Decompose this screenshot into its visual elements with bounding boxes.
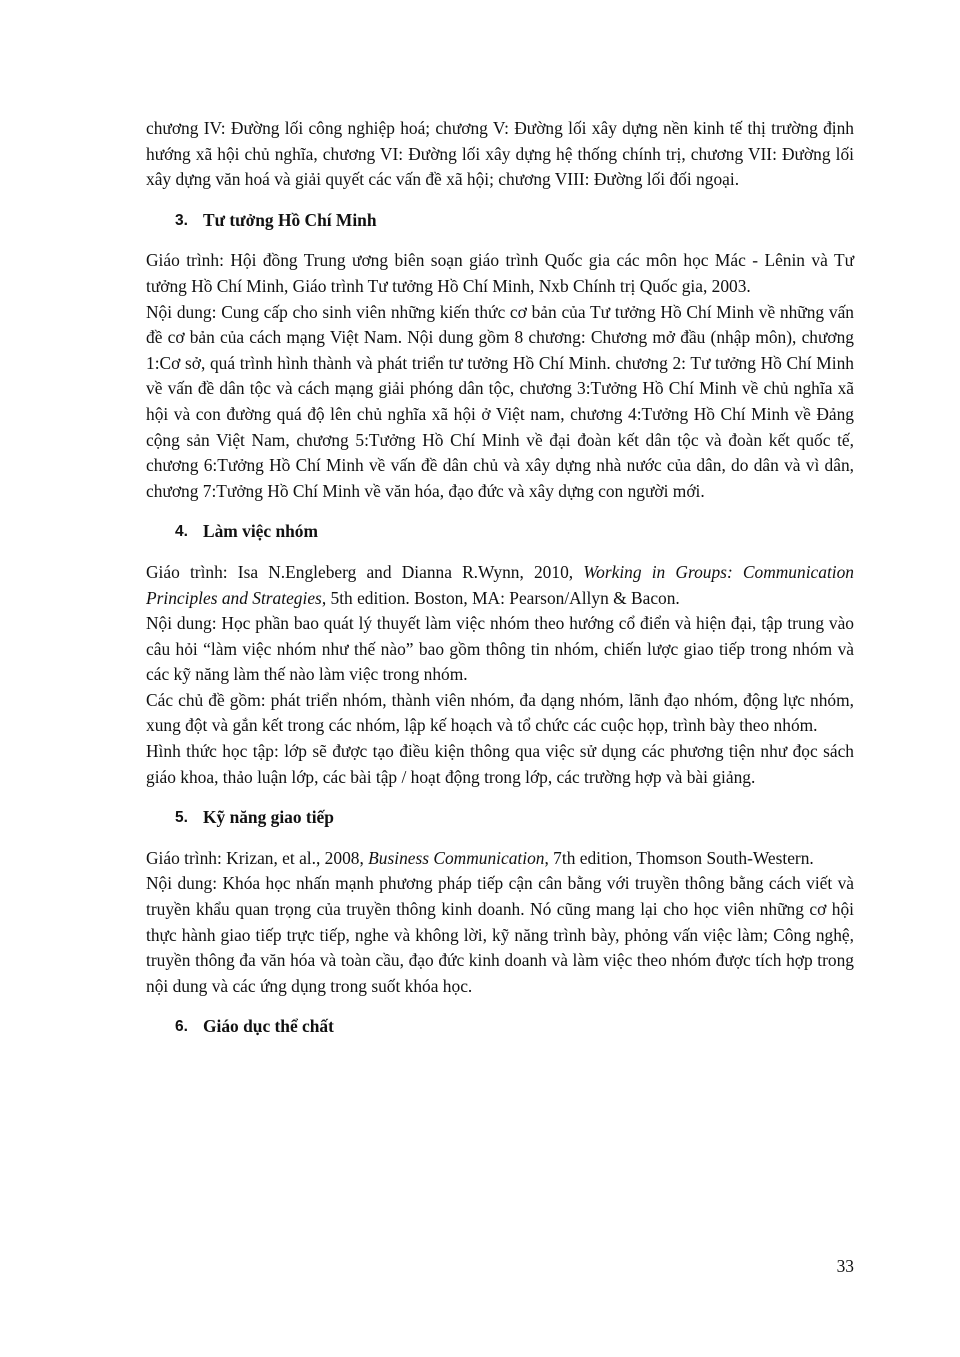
section-number: 5. — [175, 809, 188, 827]
section-number: 3. — [175, 211, 188, 229]
section-5-textbook — [146, 846, 854, 872]
section-4-topics: Các chủ đề gồm: phát triển nhóm, thành viên nhóm, đa dạng nhóm, lãnh đạo nhóm, động lực nhóm, xung đột và gắn kết trong các nhóm, lập kế hoạch và tổ chức các cuộc họp, trình bày theo nhóm. — [146, 689, 854, 736]
section-3-content: Nội dung: Cung cấp cho sinh viên những kiến thức cơ bản của Tư tưởng Hồ Chí Minh về những vấn đề cơ bản của cách mạng Việt Nam. Nội dung gồm 8 chương: Chương mở đầu (nhập môn), chương 1:Cơ sở, quá trình hình thành và phát triển tư tưởng Hồ Chí Minh. chương 2: Tư tưởng Hồ Chí Minh về vấn đề dân tộc và cách mạng giải phóng dân tộc, chương 3:Tưởng Hồ Chí Minh về chủ nghĩa xã hội và con đường quá độ lên chủ nghĩa xã hội ở Việt nam, chương 4:Tưởng Hồ Chí Minh về Đảng cộng sản Việt Nam, chương 5:Tưởng Hồ Chí Minh về đại đoàn kết dân tộc và đoàn kết quốc tế, chương 6:Tưởng Hồ Chí Minh về vấn đề dân chủ và xây dựng nhà nước của dân, do dân và vì dân, chương 7:Tưởng Hồ Chí Minh về văn hóa, đạo đức và xây dựng con người mới. — [146, 301, 854, 501]
section-3-textbook: Giáo trình: Hội đồng Trung ương biên soạn giáo trình Quốc gia các môn học Mác - Lênin và Tư tưởng Hồ Chí Minh, Giáo trình Tư tưởng Hồ Chí Minh, Nxb Chính trị Quốc gia, 2003. — [146, 250, 854, 296]
textbook-title: Business Communication — [368, 847, 545, 868]
section-title: Tư tưởng Hồ Chí Minh — [203, 209, 377, 230]
section-heading-3 — [146, 208, 854, 234]
section-title: Kỹ năng giao tiếp — [203, 807, 334, 828]
textbook-prefix: Giáo trình: Isa N.Engleberg and Dianna R.Wynn, 2010, — [146, 561, 584, 582]
section-4-content: Nội dung: Học phần bao quát lý thuyết làm việc nhóm theo hướng cổ điển và hiện đại, tập trung vào câu hỏi “làm việc nhóm như thế nào” bao gồm thông tin nhóm, chiến lược giao tiếp trong nhóm và các kỹ năng làm thế nào làm việc trong nhóm. — [146, 613, 854, 685]
page-content — [146, 116, 854, 1040]
section-heading-4 — [146, 519, 854, 545]
page-number: 33 — [836, 1256, 854, 1276]
section-5-content: Nội dung: Khóa học nhấn mạnh phương pháp tiếp cận cân bằng với truyền thông bằng cách viết và truyền khẩu quan trọng của truyền thông kinh doanh. Nó cũng mang lại cho học viên những cơ hội thực hành giao tiếp trực tiếp, nghe và không lời, kỹ năng trình bày, phỏng vấn việc làm; Công nghệ, truyền thông đa văn hóa và toàn cầu, đạo đức kinh doanh và làm việc theo nhóm được tích hợp trong nội dung và các ứng dụng trong suốt khóa học. — [146, 873, 854, 996]
textbook-title: Working in Groups: Communication Principles and Strategies — [146, 561, 854, 608]
section-title: Giáo dục thể chất — [203, 1016, 334, 1037]
textbook-suffix: , 5th edition. Boston, MA: Pearson/Allyn & Bacon. — [321, 587, 680, 608]
intro-paragraph: chương IV: Đường lối công nghiệp hoá; chương V: Đường lối xây dựng nền kinh tế thị trường định hướng xã hội chủ nghĩa, chương VI: Đường lối xây dựng hệ thống chính trị, chương VII: Đường lối xây dựng văn hoá và giải quyết các vấn đề xã hội; chương VIII: Đường lối đối ngoại. — [146, 118, 854, 190]
textbook-suffix: , 7th edition, Thomson South-Western. — [544, 847, 814, 868]
section-4-textbook — [146, 560, 854, 611]
section-number: 6. — [175, 1018, 188, 1036]
section-title: Làm việc nhóm — [203, 521, 318, 542]
section-number: 4. — [175, 523, 188, 541]
textbook-prefix: Giáo trình: Krizan, et al., 2008, — [146, 847, 369, 868]
section-4-learning-format: Hình thức học tập: lớp sẽ được tạo điều kiện thông qua việc sử dụng các phương tiện như đọc sách giáo khoa, thảo luận lớp, các bài tập / hoạt động trong lớp, các trường hợp và bài giảng. — [146, 741, 854, 787]
section-heading-6 — [146, 1014, 854, 1040]
section-heading-5 — [146, 805, 854, 831]
